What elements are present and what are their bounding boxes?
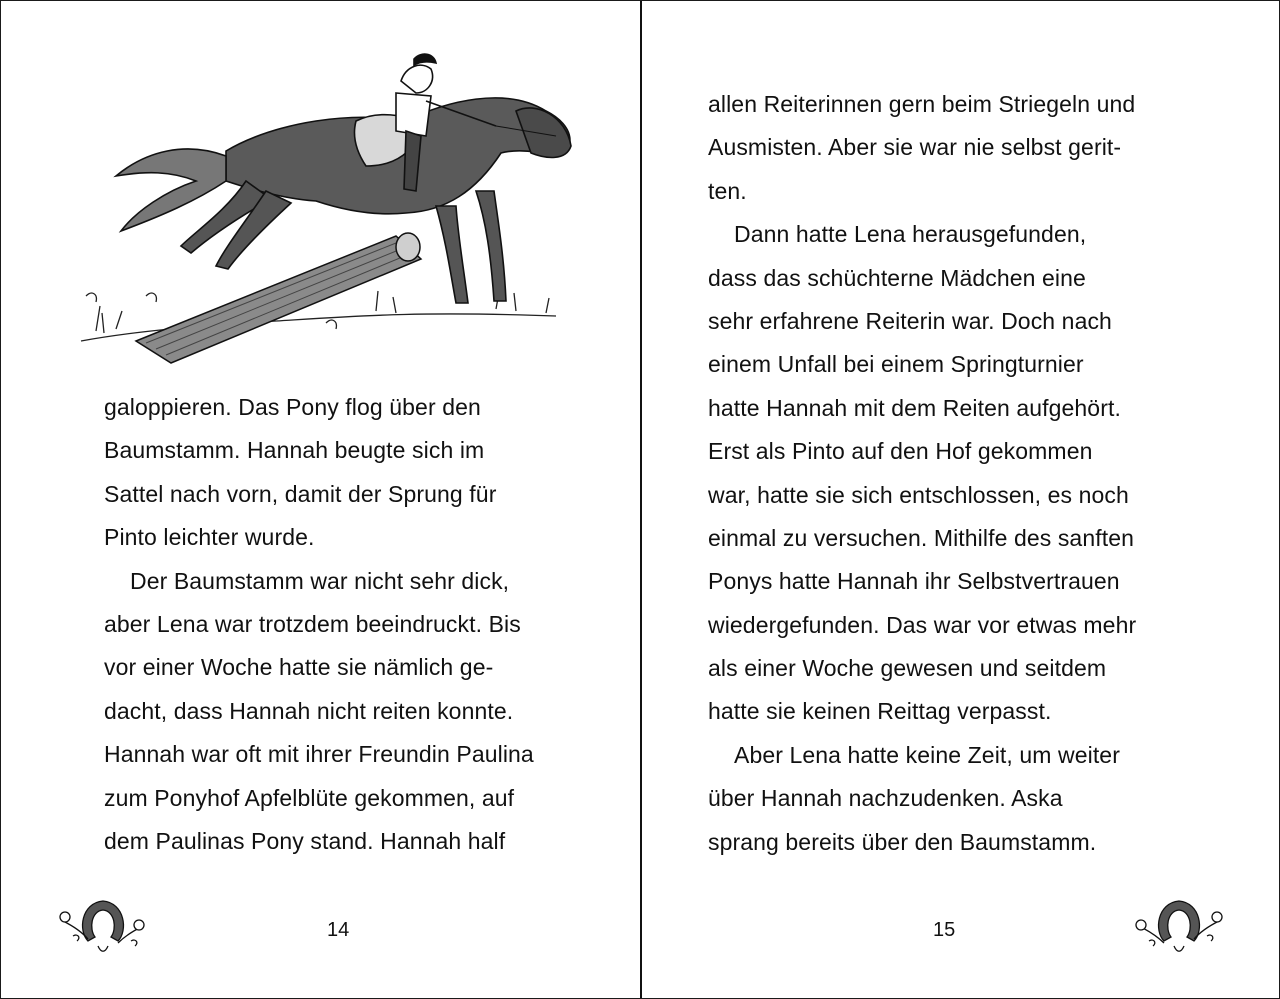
horse-jumping-log-illustration <box>76 41 586 376</box>
text-line: Hannah war oft mit ihrer Freundin Paulina <box>104 741 534 768</box>
text-line: Ponys hatte Hannah ihr Selbstvertrauen <box>708 568 1120 595</box>
text-line: galoppieren. Das Pony flog über den <box>104 394 481 420</box>
text-line: zum Ponyhof Apfelblüte gekommen, auf <box>104 784 515 811</box>
text-line: Ausmisten. Aber sie war nie selbst gerit- <box>708 134 1122 161</box>
text-line: ten. <box>708 177 747 204</box>
text-line: dacht, dass Hannah nicht reiten konnte. <box>104 697 514 724</box>
text-line: war, hatte sie sich entschlossen, es noch <box>708 481 1129 508</box>
text-line: vor einer Woche hatte sie nämlich ge- <box>104 654 494 681</box>
text-line: sprang bereits über den Baumstamm. <box>708 828 1097 855</box>
text-line: einmal zu versuchen. Mithilfe des sanften <box>708 524 1134 551</box>
text-line: Baumstamm. Hannah beugte sich im <box>104 437 485 464</box>
text-line: allen Reiterinnen gern beim Striegeln und <box>708 91 1136 117</box>
text-line: dem Paulinas Pony stand. Hannah half <box>104 827 506 854</box>
text-line: Aber Lena hatte keine Zeit, um weiter <box>734 741 1120 768</box>
right-page-body-text <box>708 83 1208 864</box>
text-line: hatte sie keinen Reittag verpasst. <box>708 698 1052 725</box>
text-line: dass das schüchterne Mädchen eine <box>708 264 1086 291</box>
text-line: sehr erfahrene Reiterin war. Doch nach <box>708 307 1112 334</box>
text-line: Erst als Pinto auf den Hof gekommen <box>708 438 1093 465</box>
text-line: über Hannah nachzudenken. Aska <box>708 785 1063 812</box>
page-number: 15 <box>933 919 956 941</box>
text-line: Pinto leichter wurde. <box>104 524 315 551</box>
text-line: Sattel nach vorn, damit der Sprung für <box>104 480 497 507</box>
left-page-body-text <box>104 386 604 863</box>
text-line: wiedergefunden. Das war vor etwas mehr <box>708 611 1137 638</box>
text-line: einem Unfall bei einem Springturnier <box>708 351 1084 378</box>
text-line: Dann hatte Lena herausgefunden, <box>734 221 1087 248</box>
horseshoe-flowers-icon <box>1129 891 1229 961</box>
horseshoe-flowers-icon <box>53 891 153 961</box>
text-line: Der Baumstamm war nicht sehr dick, <box>130 567 510 594</box>
text-line: hatte Hannah mit dem Reiten aufgehört. <box>708 394 1121 421</box>
text-line: aber Lena war trotzdem beeindruckt. Bis <box>104 610 521 637</box>
page-number: 14 <box>327 919 350 941</box>
left-page <box>1 1 640 998</box>
right-page <box>642 1 1279 998</box>
text-line: als einer Woche gewesen und seitdem <box>708 655 1107 682</box>
